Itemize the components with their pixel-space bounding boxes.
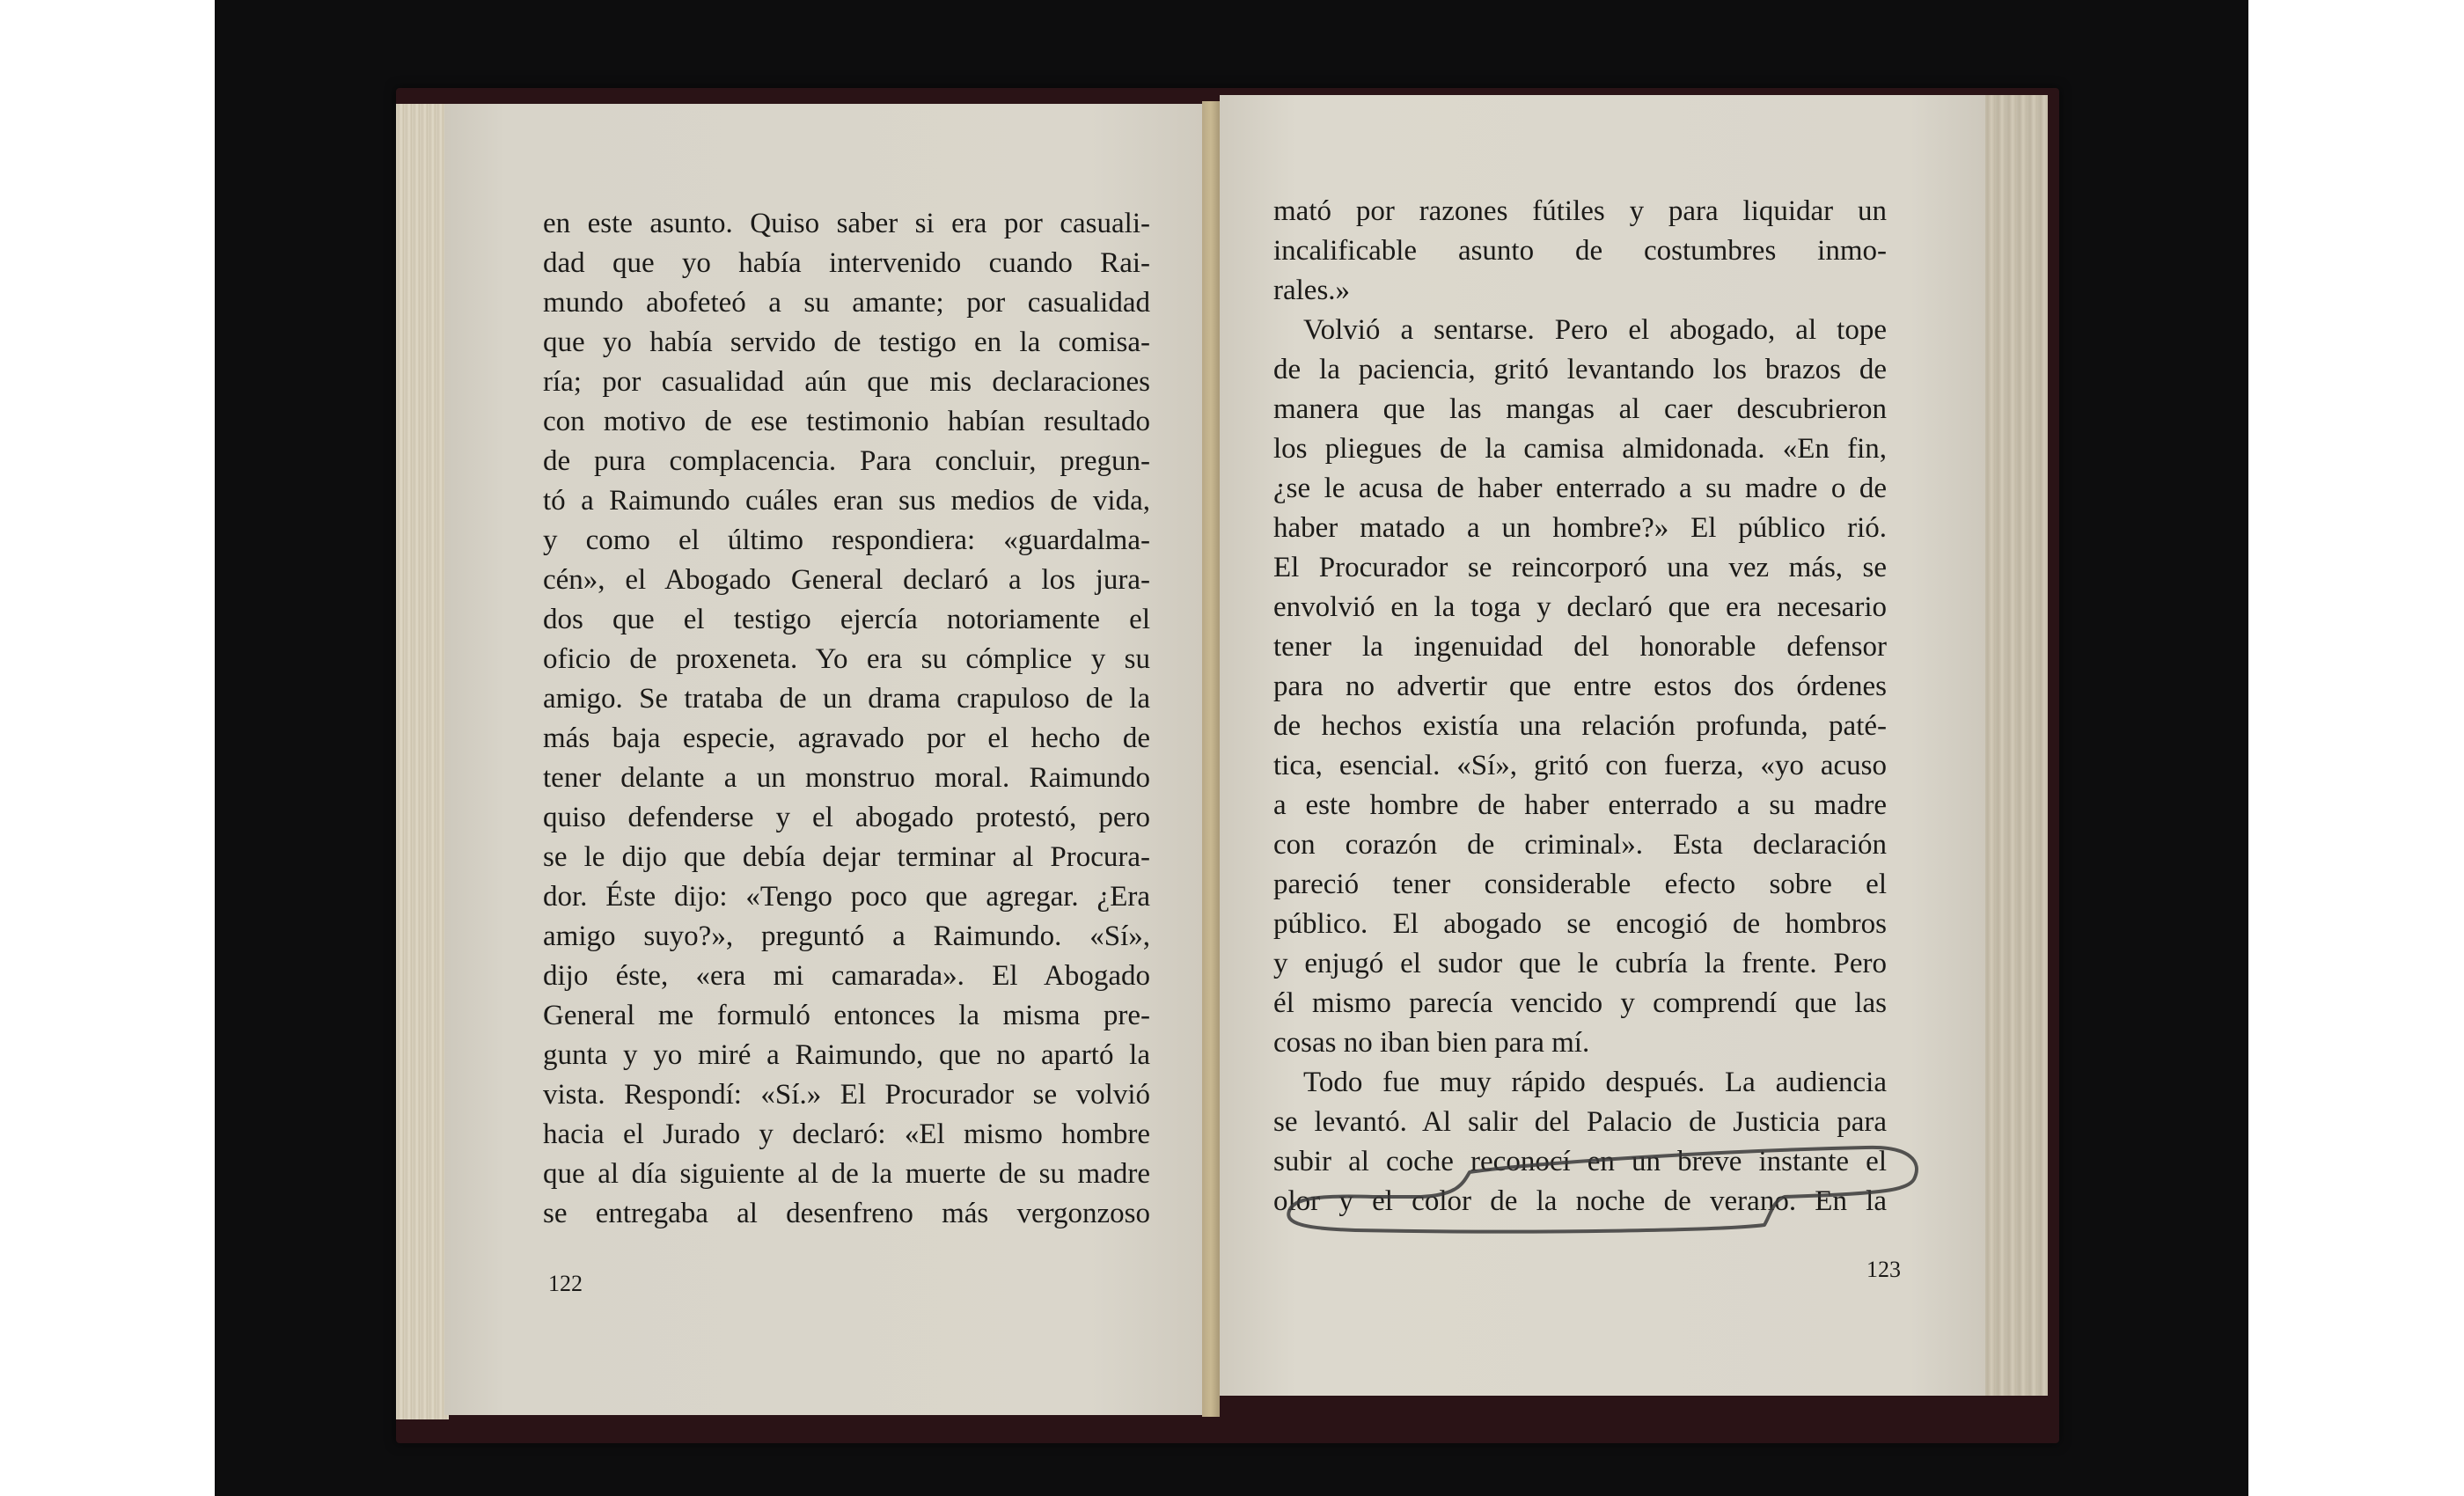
text-line: tener la ingenuidad del honorable defensor	[1273, 631, 1887, 663]
text-line: pareció tener considerable efecto sobre el	[1273, 869, 1887, 900]
text-line: vista. Respondí: «Sí.» El Procurador se volvió	[543, 1079, 1150, 1111]
page-number-left: 122	[548, 1271, 583, 1296]
text-line: de la paciencia, gritó levantando los brazos de	[1273, 354, 1887, 385]
text-line: incalificable asunto de costumbres inmo-	[1273, 235, 1887, 267]
text-line: con motivo de ese testimonio habían resultado	[543, 406, 1150, 437]
text-line: ¿se le acusa de haber enterrado a su madre o de	[1273, 473, 1887, 504]
text-line: gunta y yo miré a Raimundo, que no apartó la	[543, 1039, 1150, 1071]
text-line: amigo. Se trataba de un drama crapuloso de la	[543, 683, 1150, 715]
text-line: hacia el Jurado y declaró: «El mismo hombre	[543, 1118, 1150, 1150]
text-line: tica, esencial. «Sí», gritó con fuerza, «yo acuso	[1273, 750, 1887, 781]
text-line: que yo había servido de testigo en la comisa-	[543, 326, 1150, 358]
text-line: se le dijo que debía dejar terminar al Procura-	[543, 841, 1150, 873]
text-line: dor. Éste dijo: «Tengo poco que agregar. ¿Era	[543, 881, 1150, 913]
right-page-text	[1273, 192, 1887, 1221]
left-page-edges	[396, 104, 449, 1419]
text-line: él mismo parecía vencido y comprendí que las	[1273, 987, 1887, 1019]
text-line: con corazón de criminal». Esta declaración	[1273, 829, 1887, 861]
book-gutter	[1202, 101, 1220, 1417]
text-line: El Procurador se reincorporó una vez más, se	[1273, 552, 1887, 583]
text-line: Todo fue muy rápido después. La audiencia	[1303, 1067, 1887, 1098]
text-line: y enjugó el sudor que le cubría la frente. Pero	[1273, 948, 1887, 979]
text-line: dijo éste, «era mi camarada». El Abogado	[543, 960, 1150, 992]
text-line: público. El abogado se encogió de hombros	[1273, 908, 1887, 940]
text-line: más baja especie, agravado por el hecho de	[543, 722, 1150, 754]
text-line: amigo suyo?», preguntó a Raimundo. «Sí»,	[543, 920, 1150, 952]
text-line: Volvió a sentarse. Pero el abogado, al tope	[1303, 314, 1887, 346]
text-line: se entregaba al desenfreno más vergonzoso	[543, 1198, 1150, 1229]
left-page-text	[543, 204, 1150, 1234]
text-line: que al día siguiente al de la muerte de su madre	[543, 1158, 1150, 1190]
text-line: General me formuló entonces la misma pre-	[543, 1000, 1150, 1031]
text-line: a este hombre de haber enterrado a su madre	[1273, 789, 1887, 821]
text-line: ría; por casualidad aún que mis declaraciones	[543, 366, 1150, 398]
text-line: manera que las mangas al caer descubrieron	[1273, 393, 1887, 425]
text-line: rales.»	[1273, 275, 1351, 306]
text-line: subir al coche reconocí en un breve instante el	[1273, 1146, 1887, 1177]
text-line: cén», el Abogado General declaró a los jura-	[543, 564, 1150, 596]
right-page-edges	[1984, 95, 2048, 1396]
text-line: mundo abofeteó a su amante; por casualidad	[543, 287, 1150, 319]
text-line: dad que yo había intervenido cuando Rai-	[543, 247, 1150, 279]
text-line: haber matado a un hombre?» El público rió.	[1273, 512, 1887, 544]
text-line: envolvió en la toga y declaró que era necesario	[1273, 591, 1887, 623]
text-line: se levantó. Al salir del Palacio de Justicia para	[1273, 1106, 1887, 1138]
text-line: dos que el testigo ejercía notoriamente el	[543, 604, 1150, 635]
text-line: y como el último respondiera: «guardalma-	[543, 524, 1150, 556]
text-line: para no advertir que entre estos dos órdenes	[1273, 671, 1887, 702]
text-line: de pura complacencia. Para concluir, pregun-	[543, 445, 1150, 477]
text-line: oficio de proxeneta. Yo era su cómplice y su	[543, 643, 1150, 675]
text-line: olor y el color de la noche de verano. En la	[1273, 1185, 1887, 1217]
text-line: quiso defenderse y el abogado protestó, pero	[543, 802, 1150, 833]
text-line: tener delante a un monstruo moral. Raimundo	[543, 762, 1150, 794]
text-line: tó a Raimundo cuáles eran sus medios de vida,	[543, 485, 1150, 517]
text-line: los pliegues de la camisa almidonada. «En fin,	[1273, 433, 1887, 465]
text-line: cosas no iban bien para mí.	[1273, 1027, 1590, 1059]
text-line: mató por razones fútiles y para liquidar un	[1273, 195, 1887, 227]
text-line: de hechos existía una relación profunda, paté-	[1273, 710, 1887, 742]
page-number-right: 123	[1866, 1257, 1901, 1282]
text-line: en este asunto. Quiso saber si era por casuali-	[543, 208, 1150, 239]
